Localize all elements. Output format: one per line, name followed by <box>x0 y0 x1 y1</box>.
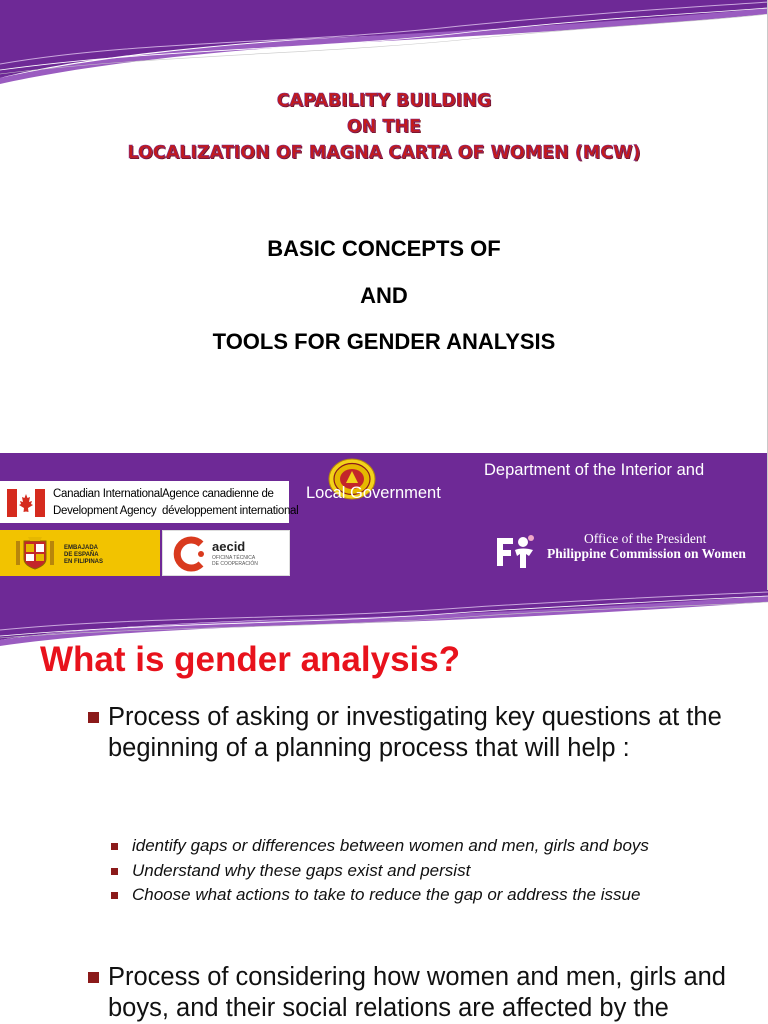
square-bullet-icon <box>111 892 118 899</box>
slide-heading: What is gender analysis? <box>40 640 461 679</box>
spain-text-line-1: EMBAJADA <box>64 545 99 551</box>
sub-list-item <box>110 860 750 884</box>
pcw-office-label: Office of the President <box>584 531 707 546</box>
aecid-sub-line-2: DE COOPERACIÓN <box>212 561 258 567</box>
cida-english-line-2: Development Agency <box>53 505 157 517</box>
header-swoosh-graphic <box>0 0 768 90</box>
dilg-name-line-1: Department of the Interior and <box>484 461 705 479</box>
spain-text-line-3: EN FILIPINAS <box>64 559 104 565</box>
bullet-text: Process of considering how women and men, girls and boys, and their social relations are affected by the <box>108 963 726 1022</box>
pcw-logo-icon <box>493 530 539 572</box>
canada-flag-icon <box>7 489 45 517</box>
subtitle-line-3: TOOLS FOR GENDER ANALYSIS <box>212 329 556 354</box>
square-bullet-icon <box>111 843 118 850</box>
aecid-sub-line-1: OFICINA TÉCNICA <box>212 555 256 561</box>
content-slide <box>0 590 768 1024</box>
bullet-text: Process of asking or investigating key questions at the beginning of a planning process that will help : <box>108 703 722 762</box>
spain-embassy-logo <box>0 530 160 576</box>
sub-bullet-text: identify gaps or differences between women and men, girls and boys <box>132 836 649 855</box>
sub-bullet-text: Choose what actions to take to reduce the gap or address the issue <box>132 885 641 904</box>
square-bullet-icon <box>88 972 99 983</box>
aecid-logo-icon <box>171 536 209 572</box>
dilg-name-line-2: Local Government <box>306 484 441 502</box>
pcw-name-label: Philippine Commission on Women <box>547 546 746 561</box>
aecid-logo <box>162 530 290 576</box>
cida-english-line-1: Canadian International <box>53 488 163 500</box>
title-line-1: CAPABILITY BUILDING <box>276 91 492 111</box>
cida-logo <box>0 481 299 523</box>
square-bullet-icon <box>111 868 118 875</box>
aecid-name: aecid <box>212 539 246 554</box>
spain-text-line-2: DE ESPAÑA <box>64 552 99 558</box>
sub-list-item <box>110 835 750 859</box>
spain-crest-icon <box>12 535 58 571</box>
sub-bullet-text: Understand why these gaps exist and persist <box>132 861 471 880</box>
square-bullet-icon <box>88 712 99 723</box>
title-line-2: ON THE <box>346 117 422 137</box>
subtitle-line-2: AND <box>360 283 408 308</box>
title-line-3: LOCALIZATION OF MAGNA CARTA OF WOMEN (MCW) <box>127 143 641 163</box>
sub-list-item <box>110 884 750 908</box>
cida-french-line-1: Agence canadienne de <box>162 488 274 500</box>
cida-french-line-2: développement international <box>162 505 299 517</box>
subtitle-line-1: BASIC CONCEPTS OF <box>267 236 501 261</box>
